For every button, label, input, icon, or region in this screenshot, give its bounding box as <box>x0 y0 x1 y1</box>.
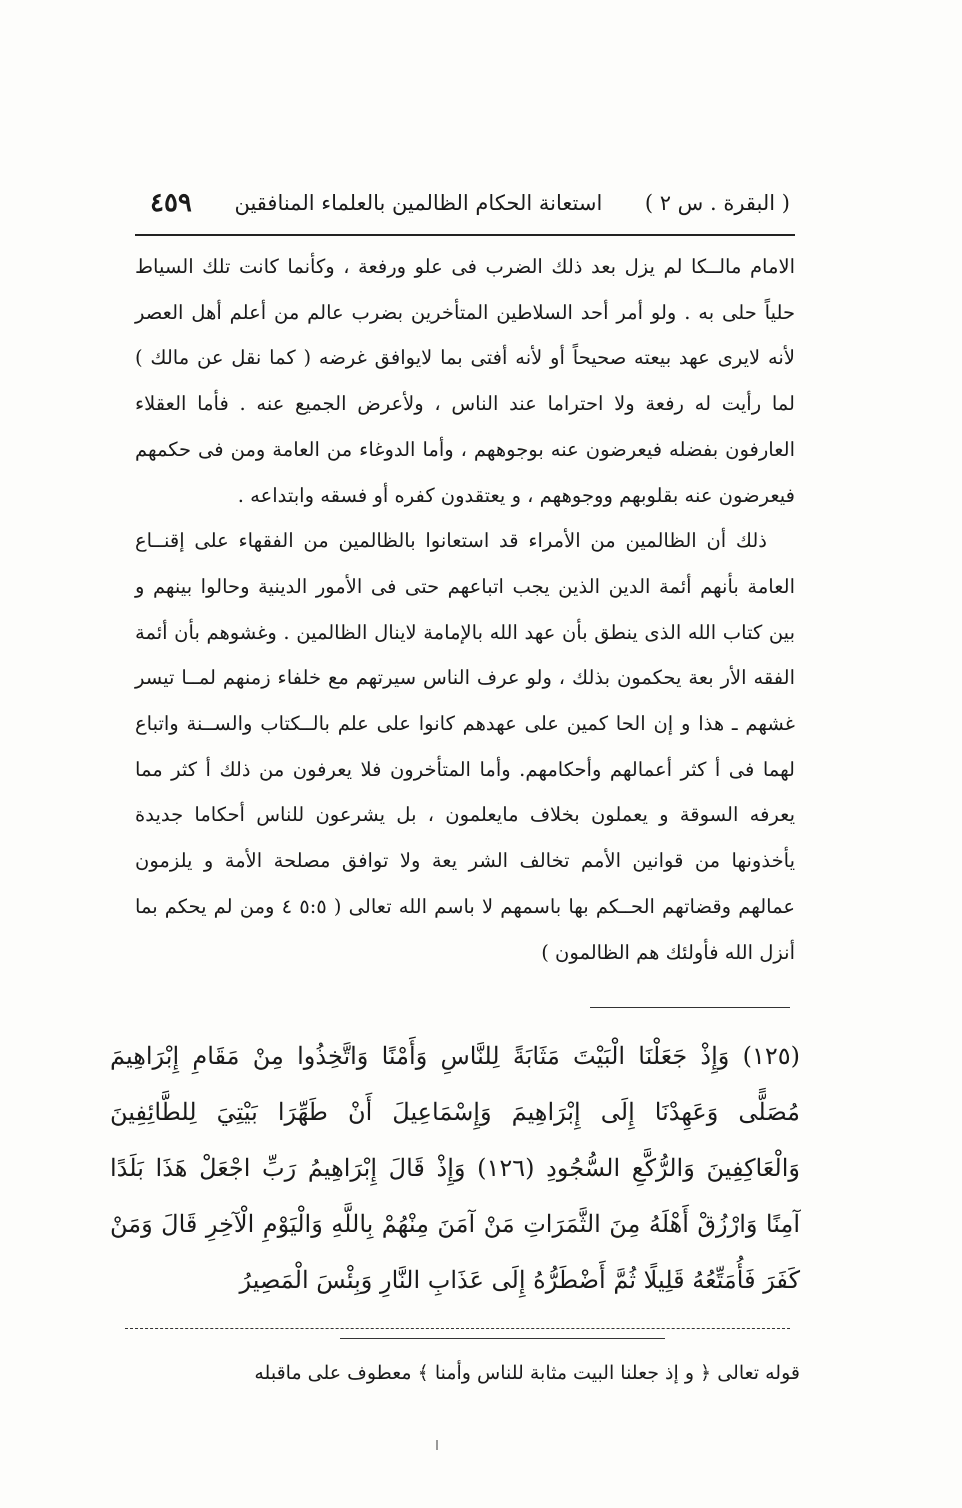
commentary-text <box>135 244 795 975</box>
running-title: استعانة الحكام الظالمين بالعلماء المنافقين <box>234 191 603 215</box>
surah-reference: ( البقرة . س ٢ ) <box>644 191 790 215</box>
footnote-rule-long <box>125 1328 790 1329</box>
footnote-rule-short <box>340 1338 665 1339</box>
footnote-text: قوله تعالى ﴿ و إذ جعلنا البيت مثابة للناس وأمنا ﴾ معطوف على ماقبله <box>254 1362 800 1384</box>
verse-text: (١٢٥) وَإِذْ جَعَلْنَا الْبَيْتَ مَثَابَةً لِلنَّاسِ وَأَمْنًا وَاتَّخِذُوا مِنْ مَقَامِ إِبْرَاهِيمَ مُصَلًّى وَعَهِدْنَا إِلَى إِبْرَاهِيمَ وَإِسْمَاعِيلَ أَنْ طَهِّرَا بَيْتِيَ لِلطَّائِفِينَ وَالْعَاكِفِينَ وَالرُّكَّعِ السُّجُودِ (١٢٦) وَإِذْ قَالَ إِبْرَاهِيمُ رَبِّ اجْعَلْ هَذَا بَلَدًا آمِنًا وَارْزُقْ أَهْلَهُ مِنَ الثَّمَرَاتِ مَنْ آمَنَ مِنْهُمْ بِاللَّهِ وَالْيَوْمِ الْآخِرِ قَالَ وَمَنْ كَفَرَ فَأُمَتِّعُهُ قَلِيلًا ثُمَّ أَضْطَرُّهُ إِلَى عَذَابِ النَّارِ وَبِئْسَ الْمَصِيرُ <box>110 1042 800 1294</box>
page-number: ٤٥٩ <box>150 188 192 218</box>
header-rule <box>135 234 795 236</box>
footnote <box>120 1358 800 1388</box>
commentary-paragraph: الامام مالــكا لم يزل بعد ذلك الضرب فى علو ورفعة ، وكأنما كانت تلك السياط حلياً حلى به . ولو أمر أحد السلاطين المتأخرين بضرب عالم من أعلم أهل العصر لأنه لايرى عهد بيعته صحيحاً أو لأنه أفتى بما لايوافق غرضه ( كما نقل عن مالك ) لما رأيت له رفعة ولا احتراما عند الناس ، ولأعرض الجميع عنه . فأما العقلاء العارفون بفضله فيعرضون عنه بوجوههم ، وأما الدوغاء من العامة ومن فى حكمهم فيعرضون عنه بقلوبهم ووجوههم ، و يعتقدون كفره أو فسقه وابتداعه . <box>135 255 795 507</box>
scan-speck <box>436 1440 438 1450</box>
quran-verses <box>110 1028 800 1308</box>
commentary-paragraph: ذلك أن الظالمين من الأمراء قد استعانوا بالظالمين من الفقهاء على إقنــاع العامة بأنهم أئمة الدين الذين يجب اتباعهم حتى فى الأمور الدينية وحالوا بينهم و بين كتاب الله الذى ينطق بأن عهد الله بالإمامة لاينال الظالمين . وغشوهم بأن أئمة الفقه الأر بعة يحكمون بذلك ، ولو عرف الناس سيرتهم مع خلفاء زمنهم لمــا تيسر غشهم ـ هذا و إن الحا كمين على عهدهم كانوا على علم بالــكتاب والســنة واتباع لهما فى أ كثر أعمالهم وأحكامهم. وأما المتأخرون فلا يعرفون من ذلك أ كثر مما يعرفه السوقة و يعملون بخلاف مايعلمون ، بل يشرعون للناس أحكاما جديدة يأخذونها من قوانين الأمم تخالف الشر يعة ولا توافق مصلحة الأمة و يلزمون عمالهم وقضاتهم الحــكم بها باسمهم لا باسم الله تعالى ( ٥:٥ ٤ ومن لم يحكم بما أنزل الله فأولئك هم الظالمون ) <box>135 529 795 964</box>
section-divider <box>590 1007 790 1008</box>
page-header <box>150 180 790 226</box>
